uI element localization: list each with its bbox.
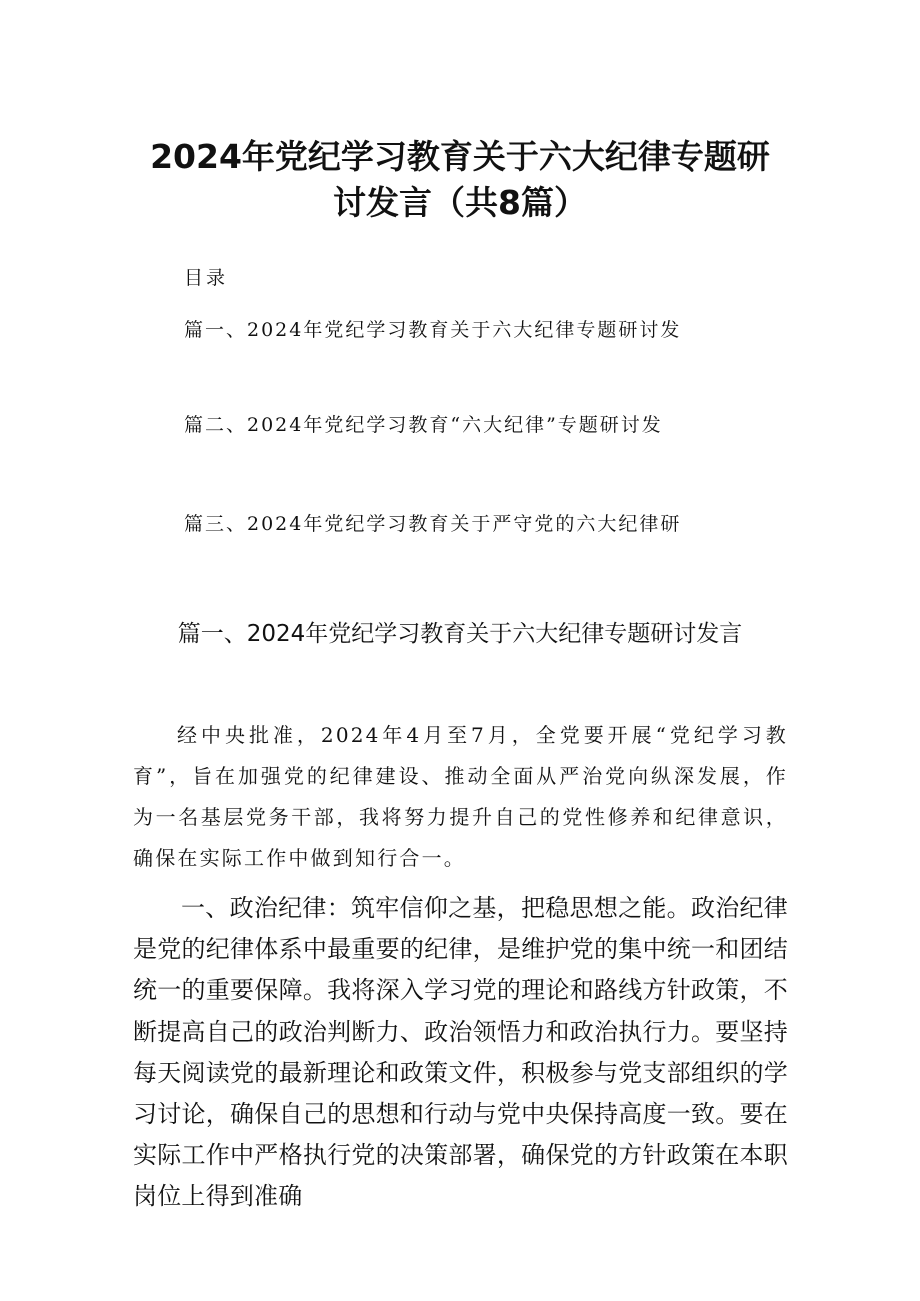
toc-label: 目录 (184, 267, 229, 289)
body-paragraph-1: 一、政治纪律：筑牢信仰之基，把稳思想之能。政治纪律是党的纪律体系中最重要的纪律，是维护党的集中统一和团结统一的重要保障。我将深入学习党的理论和路线方针政策，不断提高自己的政治判断力、政治领悟力和政治执行力。要坚持每天阅读党的最新理论和政策文件，积极参与党支部组织的学习讨论，确保自己的思想和行动与党中央保持高度一致。要在实际工作中严格执行党的决策部署，确保党的方针政策在本职岗位上得到准确 (133, 894, 788, 1211)
document-title (120, 134, 800, 226)
toc-item-1[interactable]: 篇一、2024年党纪学习教育关于六大纪律专题研讨发 (184, 319, 682, 341)
document-title-line-1: 2024年党纪学习教育关于六大纪律专题研 (150, 137, 770, 176)
toc-item-2[interactable]: 篇二、2024年党纪学习教育“六大纪律”专题研讨发 (184, 414, 663, 436)
document-title-line-2: 讨发言（共8篇） (333, 183, 587, 222)
toc-item-3[interactable]: 篇三、2024年党纪学习教育关于严守党的六大纪律研 (184, 513, 682, 535)
section-heading: 篇一、2024年党纪学习教育关于六大纪律专题研讨发言 (177, 621, 743, 647)
intro-paragraph: 经中央批准，2024年4月至7月，全党要开展“党纪学习教育”，旨在加强党的纪律建设、推动全面从严治党向纵深发展，作为一名基层党务干部，我将努力提升自己的党性修养和纪律意识，确保在实际工作中做到知行合一。 (133, 723, 788, 870)
